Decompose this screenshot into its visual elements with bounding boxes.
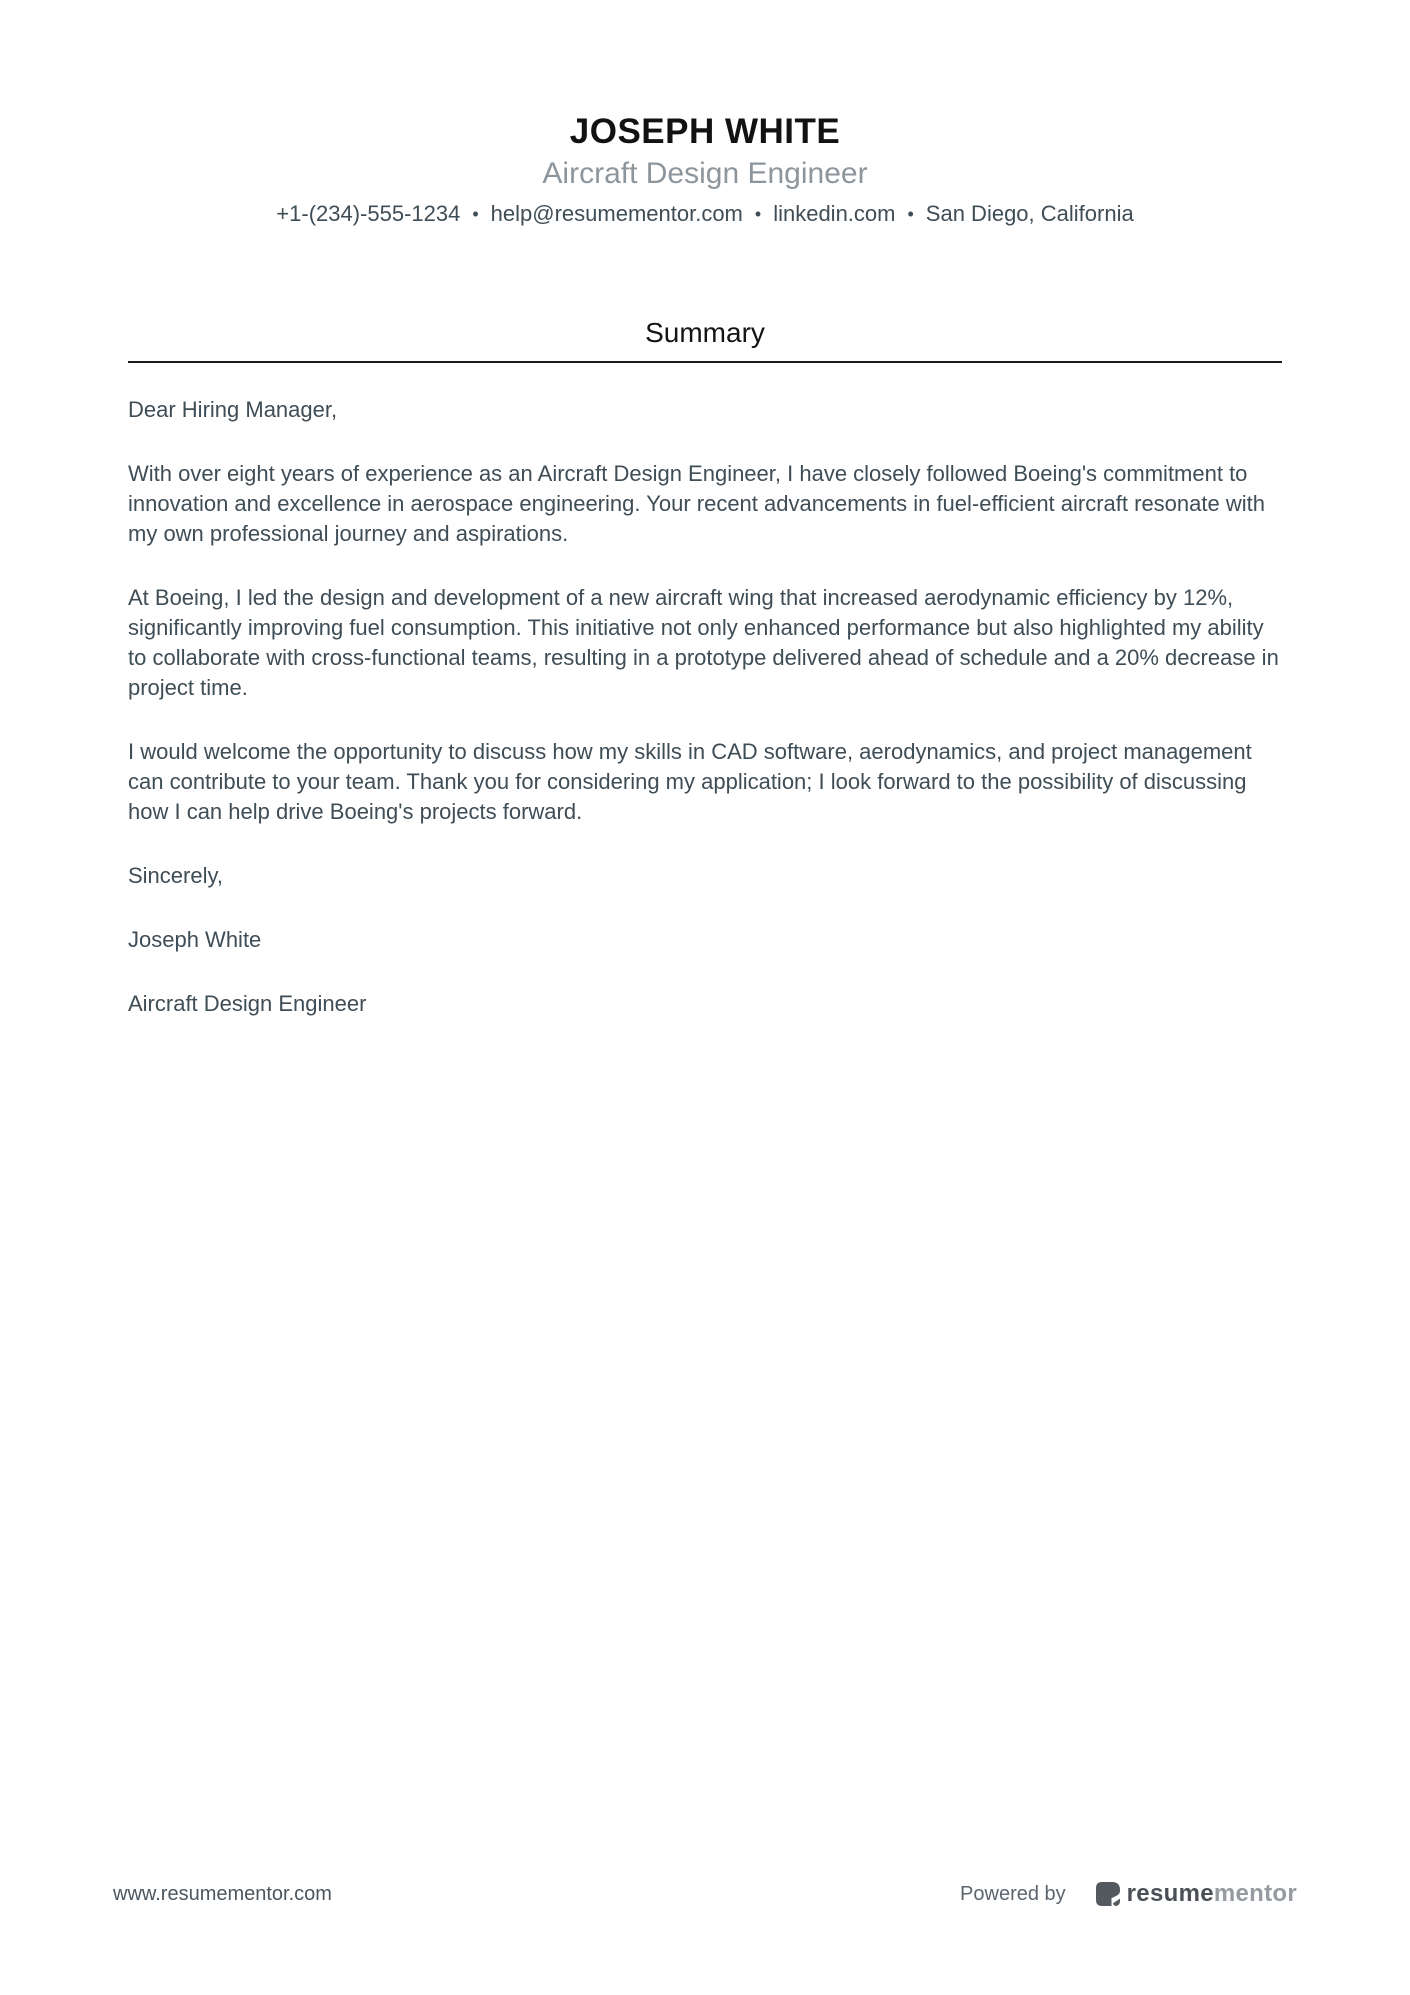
letter-body bbox=[128, 395, 1282, 1019]
brand-secondary-text: mentor bbox=[1213, 1880, 1297, 1907]
paragraph-intro: With over eight years of experience as an Aircraft Design Engineer, I have closely followed Boeing's commitment to innovation and excellence in aerospace engineering. Your recent advancements in fuel-efficient aircraft resonate with my own professional journey and aspirations. bbox=[128, 461, 1265, 546]
brand-primary-text: resume bbox=[1126, 1880, 1214, 1907]
bullet-separator: • bbox=[754, 204, 762, 224]
signoff-name: Joseph White bbox=[128, 927, 262, 952]
bullet-separator: • bbox=[907, 204, 914, 224]
contact-phone: +1-(234)-555-1234 bbox=[276, 201, 461, 226]
contact-email[interactable]: help@resumementor.com bbox=[490, 201, 743, 226]
page-footer bbox=[113, 1880, 1297, 1908]
resumementor-logo[interactable] bbox=[1096, 1880, 1297, 1908]
salutation: Dear Hiring Manager, bbox=[128, 397, 338, 422]
letter-content bbox=[128, 317, 1282, 1019]
signoff-title: Aircraft Design Engineer bbox=[128, 991, 367, 1016]
resumementor-logo-icon bbox=[1096, 1882, 1120, 1906]
paragraph-closing: I would welcome the opportunity to discuss how my skills in CAD software, aerodynamics, and project management can contribute to your team. Thank you for considering my application; I look forward to the possibility of discussing how I can help drive Boeing's projects forward. bbox=[128, 739, 1252, 824]
bullet-separator: • bbox=[472, 204, 479, 224]
section-title-summary: Summary bbox=[128, 317, 1282, 363]
paragraph-experience: At Boeing, I led the design and development of a new aircraft wing that increased aerodynamic efficiency by 12%, significantly improving fuel consumption. This initiative not only enhanced performance but also highlighted my ability to collaborate with cross-functional teams, resulting in a prototype delivered ahead of schedule and a 20% decrease in project time. bbox=[128, 585, 1279, 700]
contact-line bbox=[0, 201, 1410, 227]
signoff-sincerely: Sincerely, bbox=[128, 863, 223, 888]
powered-by-label: Powered by bbox=[960, 1882, 1066, 1905]
footer-site-link[interactable]: www.resumementor.com bbox=[113, 1882, 332, 1905]
contact-location: San Diego, California bbox=[925, 201, 1134, 226]
brand-wordmark bbox=[1127, 1880, 1297, 1908]
candidate-job-title: Aircraft Design Engineer bbox=[542, 157, 868, 190]
powered-by-group bbox=[960, 1880, 1297, 1908]
letter-header bbox=[0, 0, 1410, 227]
contact-website[interactable]: linkedin.com bbox=[773, 201, 896, 226]
candidate-name: JOSEPH WHITE bbox=[569, 112, 841, 151]
